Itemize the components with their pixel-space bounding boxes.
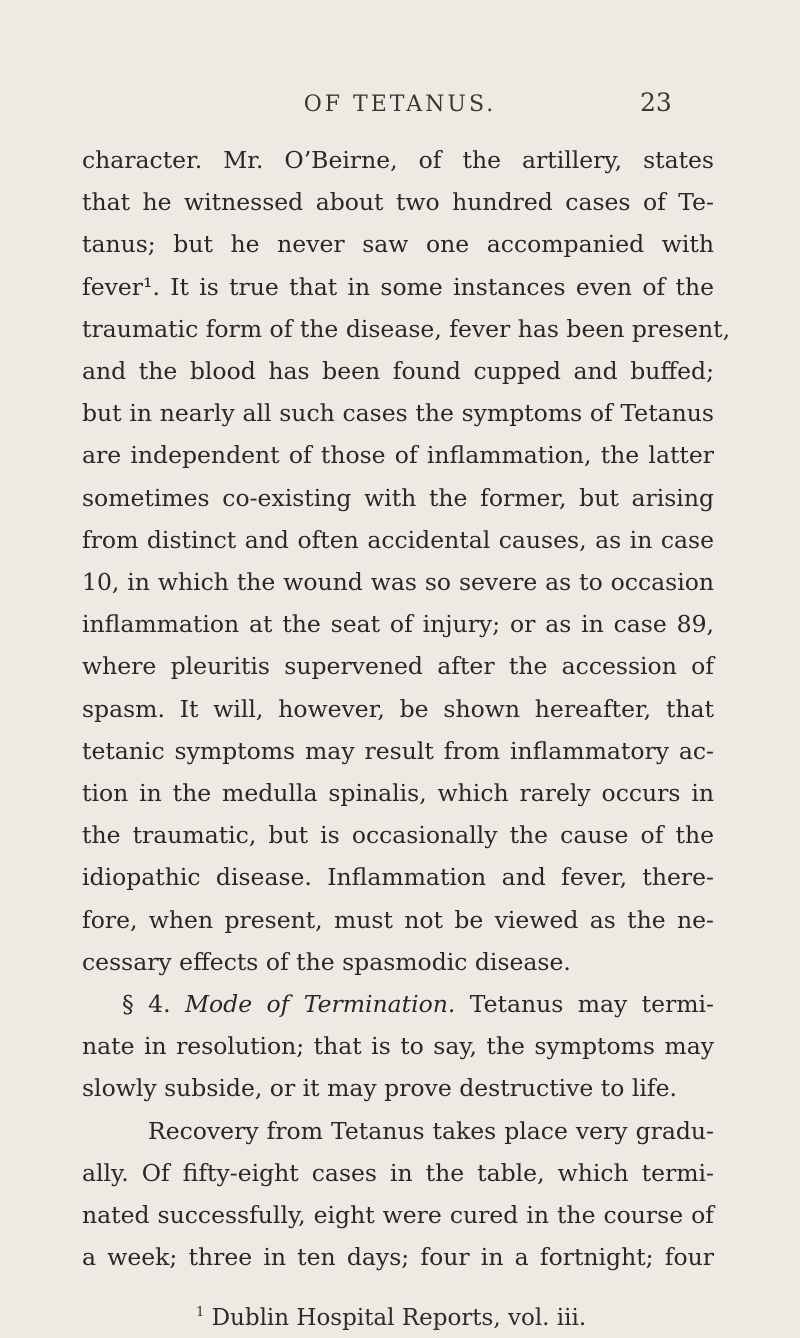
text-line: idiopathic disease. Inflammation and fever, there- xyxy=(82,863,714,892)
text-line: and the blood has been found cupped and buffed; xyxy=(82,357,714,385)
text-line: that he witnessed about two hundred cases of Te- xyxy=(82,188,714,217)
text-line: the traumatic, but is occasionally the cause of the xyxy=(82,821,714,850)
footnote-marker: 1 xyxy=(196,1305,205,1320)
text-line: tetanic symptoms may result from inflammatory ac- xyxy=(82,736,714,765)
text-line: tion in the medulla spinalis, which rarely occurs in xyxy=(82,779,714,808)
text-fragment: slowly subside, or it may prove destructive to life. xyxy=(82,1074,677,1103)
text-line xyxy=(82,1156,714,1190)
text-line: traumatic form of the disease, fever has been present, xyxy=(82,314,731,343)
text-line: cessary effects of the spasmodic disease. xyxy=(82,947,571,976)
text-fragment: Tetanus may termi- xyxy=(455,990,714,1019)
text-fragment: nated successfully, eight were cured in the course of xyxy=(82,1201,714,1230)
text-line: from distinct and often accidental causes, as in case xyxy=(82,525,714,554)
text-line: fever¹. It is true that in some instances even of the xyxy=(82,272,714,301)
section-heading: Mode of Termination. xyxy=(184,990,456,1019)
text-line: character. Mr. O’Beirne, of the artillery, states xyxy=(82,146,714,174)
section-heading-line xyxy=(122,987,714,1021)
text-line: sometimes co-existing with the former, but arising xyxy=(82,483,714,512)
text-fragment: nate in resolution; that is to say, the symptoms may xyxy=(82,1032,714,1061)
text-line: where pleuritis supervened after the accession of xyxy=(82,652,714,681)
footnote xyxy=(196,1296,586,1335)
running-title: OF TETANUS. xyxy=(303,92,497,117)
text-line xyxy=(82,1029,714,1063)
text-line xyxy=(148,1114,714,1148)
text-fragment: ally. Of fifty-eight cases in the table, which termi- xyxy=(82,1158,714,1187)
text-line: but in nearly all such cases the symptoms of Tetanus xyxy=(82,399,714,428)
text-line: fore, when present, must not be viewed as the ne- xyxy=(82,905,714,934)
text-line: spasm. It will, however, be shown hereafter, that xyxy=(82,694,714,723)
section-mark: § 4. xyxy=(122,990,185,1019)
text-line: tanus; but he never saw one accompanied with xyxy=(82,230,714,259)
text-line xyxy=(82,1071,714,1105)
page-number: 23 xyxy=(640,88,672,117)
text-line: are independent of those of inflammation, the latter xyxy=(82,441,714,470)
text-line: 10, in which the wound was so severe as to occasion xyxy=(82,568,714,597)
text-fragment: Recovery from Tetanus takes place very gradu- xyxy=(148,1116,714,1145)
text-line: inflammation at the seat of injury; or as in case 89, xyxy=(82,610,714,639)
text-fragment: a week; three in ten days; four in a fortnight; four xyxy=(82,1243,714,1272)
text-line xyxy=(82,1198,714,1232)
text-line xyxy=(82,1240,714,1274)
footnote-text: Dublin Hospital Reports, vol. iii. xyxy=(204,1305,587,1331)
